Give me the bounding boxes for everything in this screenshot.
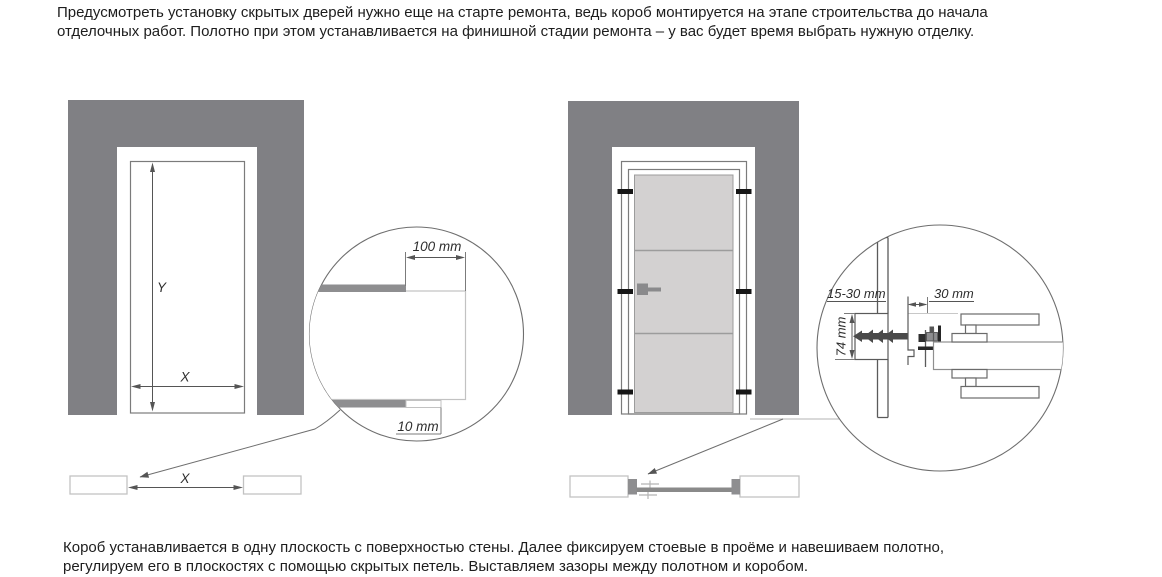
hinge-mark (618, 189, 634, 194)
left-width-label: X (180, 369, 190, 385)
middle-plan-view (570, 476, 799, 499)
intro-line-1: Предусмотреть установку скрытых дверей нужно еще на старте ремонта, ведь короб монтируется на этапе строительства до начала (57, 4, 988, 21)
intro-line-2: отделочных работ. Полотно при этом устанавливается на финишной стадии ремонта – у вас будет время выбрать нужную отделку. (57, 23, 975, 40)
hinge-mark (736, 289, 752, 294)
door-leaf-body (934, 342, 1064, 370)
left-elevation (68, 100, 304, 415)
left-detail-circle (300, 227, 524, 441)
left-plan-wall-left (70, 476, 127, 494)
outro-line-2: регулируем его в плоскостях с помощью скрытых петель. Выставляем зазоры между полотном и коробом. (63, 558, 809, 575)
hinge-mark (736, 189, 752, 194)
detail-gap-label: 15-30 mm (827, 286, 886, 301)
detail-wall-section (300, 291, 466, 400)
detail-profile-top (300, 285, 406, 293)
outro-paragraph (63, 538, 944, 576)
middle-plan-wall-right (740, 476, 799, 497)
left-height-label: Y (157, 280, 167, 295)
arrow-right-icon (234, 485, 244, 490)
detail-depth-label: 30 mm (934, 286, 974, 301)
door-leaf-plan (637, 488, 732, 493)
middle-plan-wall-left (570, 476, 628, 497)
middle-elevation (568, 101, 799, 415)
frame-post-right (732, 479, 741, 495)
left-plan-wall-right (244, 476, 302, 494)
arrow-left-icon (128, 485, 138, 490)
hinge-mark (618, 390, 634, 395)
left-plan-width-label: X (180, 471, 190, 486)
frame-post-left (628, 479, 637, 495)
right-detail-circle (817, 225, 1064, 471)
door-panel (635, 175, 734, 413)
detail-profile-reference-box (406, 401, 441, 408)
detail-offset-label: 100 mm (412, 239, 462, 254)
hinge-mark (736, 390, 752, 395)
hinge-mark (618, 289, 634, 294)
detail-thickness-label: 10 mm (397, 419, 439, 434)
detail-anchor-height-label: 74 mm (833, 316, 849, 357)
outro-line-1: Короб устанавливается в одну плоскость с поверхностью стены. Далее фиксируем стоевые в проёме и навешиваем полотно, (63, 539, 944, 556)
detail-profile-bottom (300, 400, 406, 408)
right-detail-leader-line (648, 419, 783, 474)
left-plan-view (70, 471, 301, 494)
left-detail-leader-line (140, 410, 340, 477)
